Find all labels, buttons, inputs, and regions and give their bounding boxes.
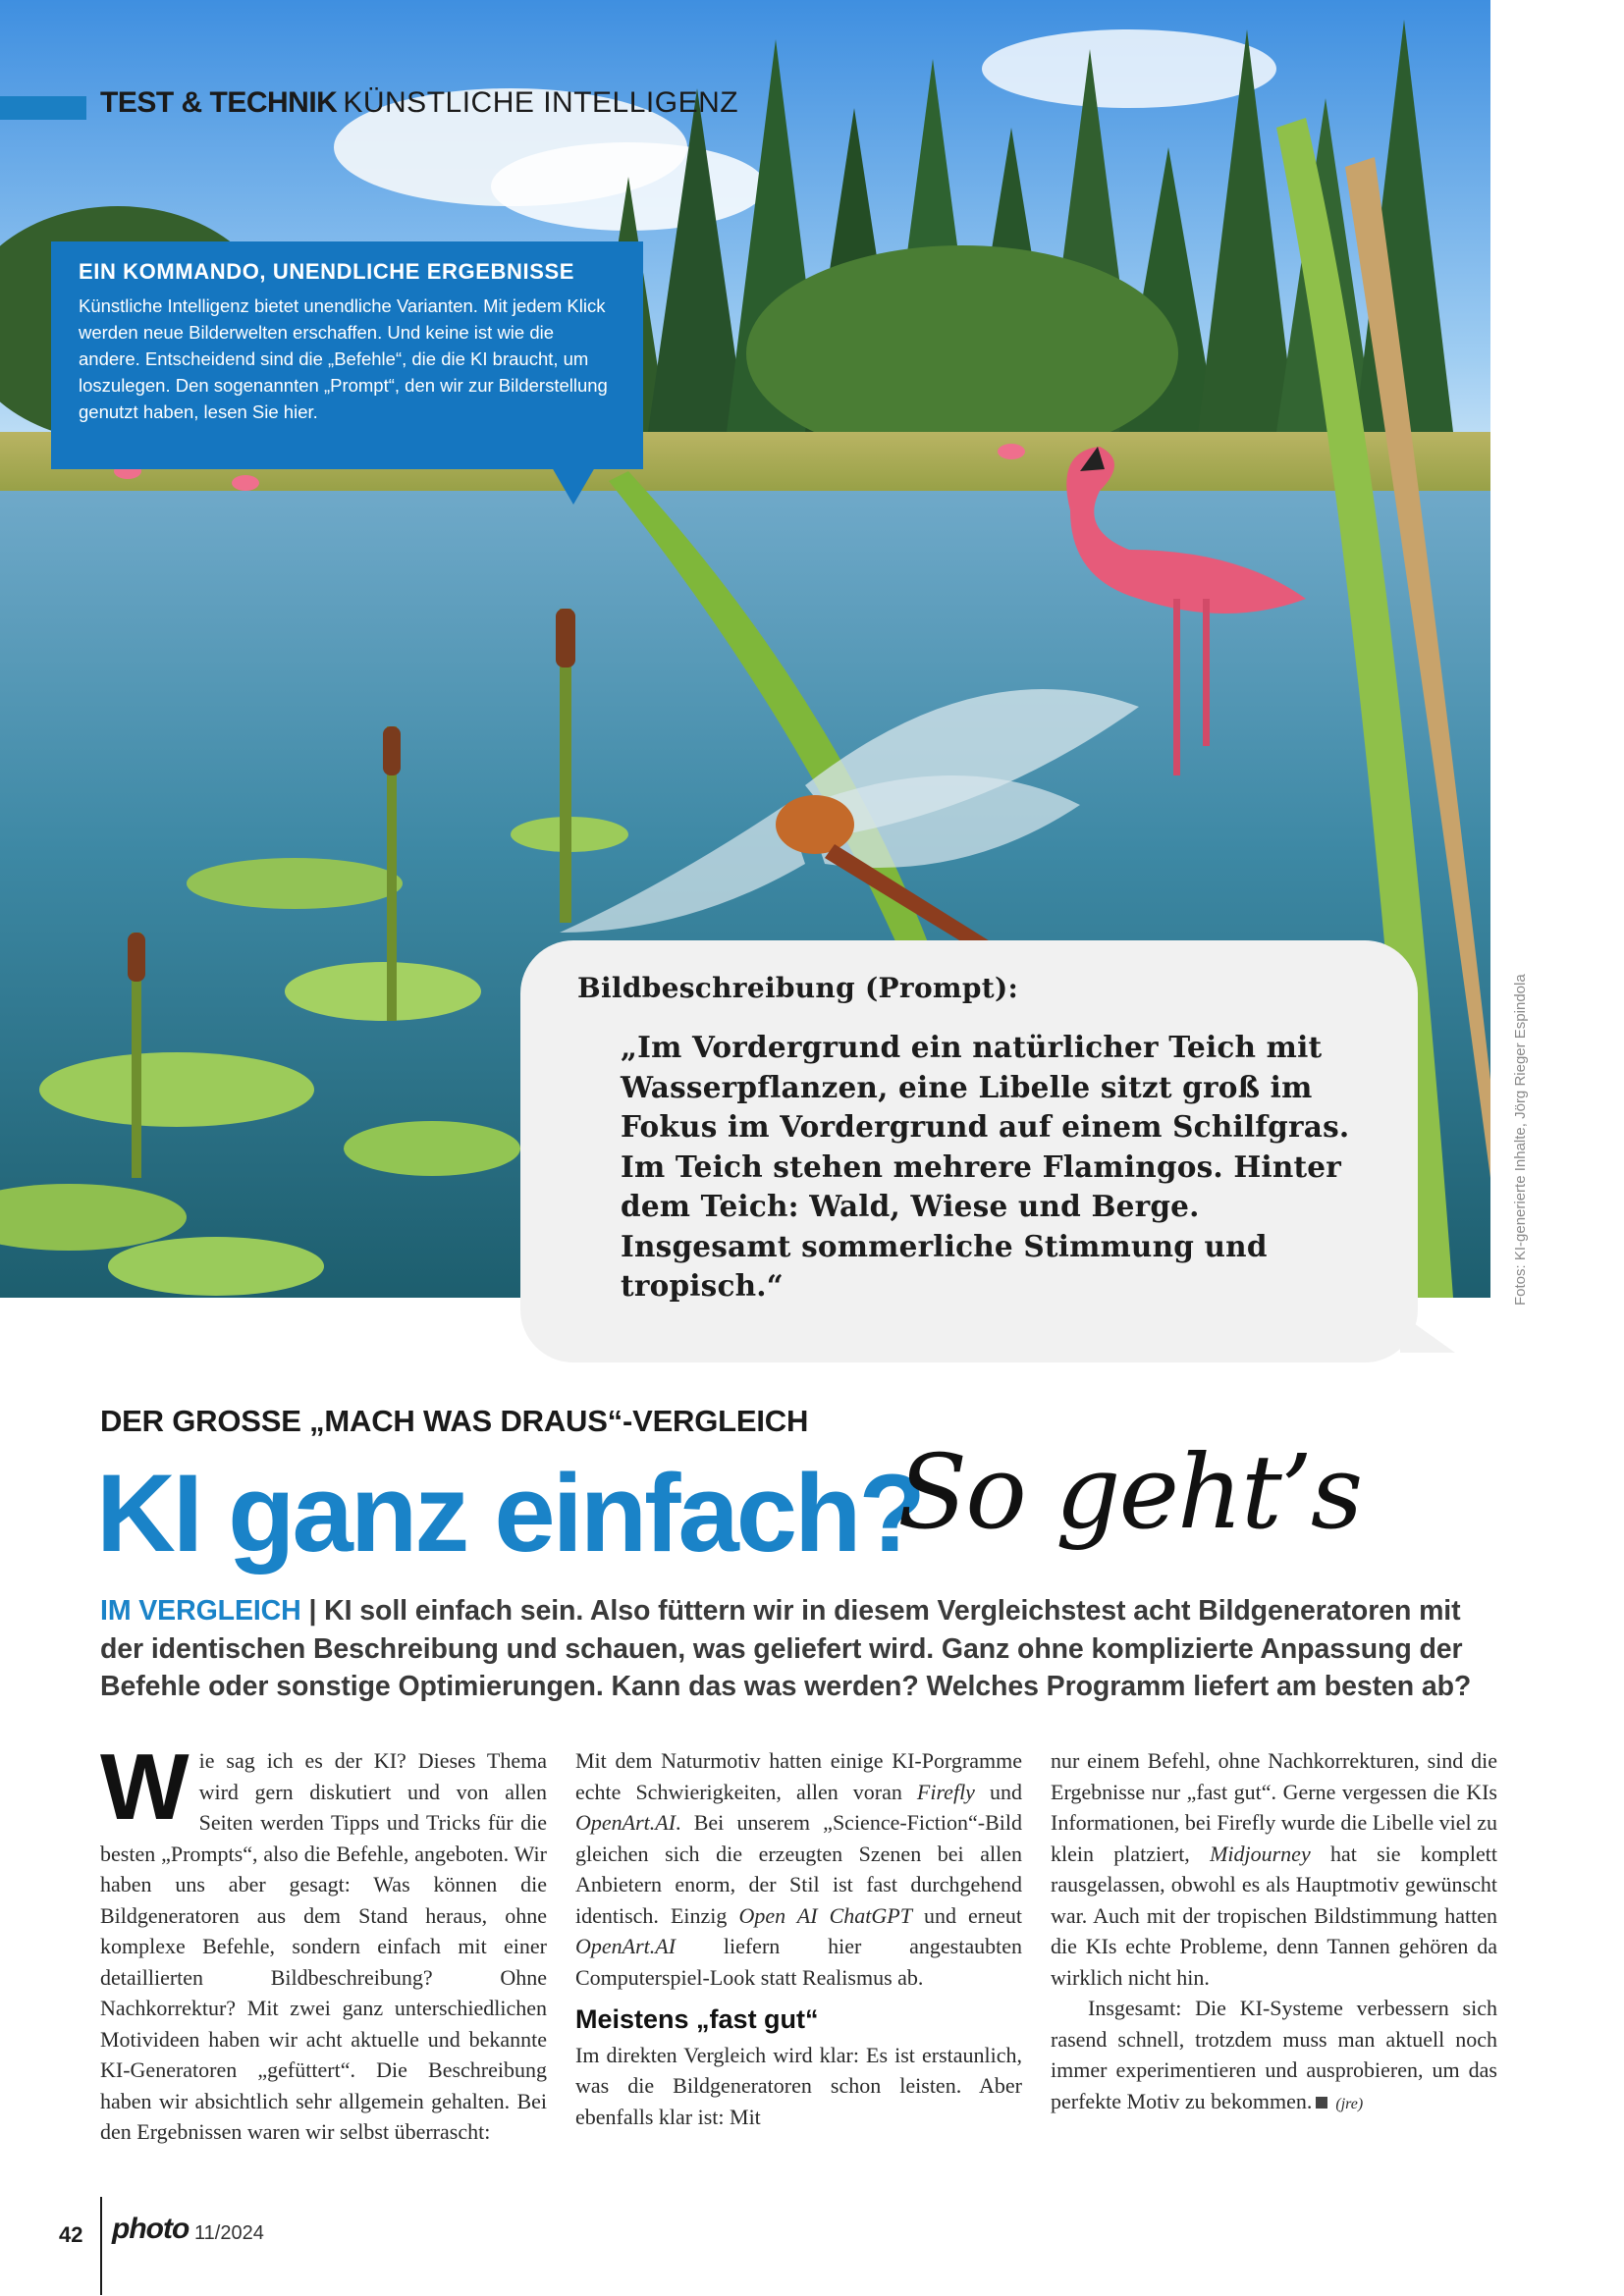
section-accent-bar <box>0 96 86 120</box>
section-topic: KÜNSTLICHE INTELLIGENZ <box>343 86 739 119</box>
article-column-3 <box>1051 1745 1497 2119</box>
column-2-paragraph <box>575 1745 1022 1993</box>
section-label: TEST & TECHNIK <box>100 86 338 119</box>
article-kicker: DER GROSSE „MACH WAS DRAUS“-VERGLEICH <box>100 1404 809 1438</box>
article-headline-script: So geht’s <box>897 1432 1362 1552</box>
product-name: OpenArt.AI <box>575 1810 677 1835</box>
column-3-paragraph-b <box>1051 1993 1497 2119</box>
text-run: Mit dem Naturmotiv hatten einige KI-Porgramme echte Schwierigkeiten, allen voran <box>575 1748 1022 1804</box>
text-run: . Bei unserem „Science-Fiction“-Bild gleichen sich die erzeugten Szenen bei allen Anbietern enorm, der Stil ist fast durchgehend identisch. Einzig <box>575 1810 1022 1928</box>
text-run: und <box>974 1779 1022 1804</box>
footer-divider <box>100 2197 102 2295</box>
page-number: 42 <box>59 2222 83 2247</box>
info-box-title: EIN KOMMANDO, UNENDLICHE ERGEBNISSE <box>79 259 575 284</box>
text-run: und erneut <box>911 1902 1023 1928</box>
article-column-2 <box>575 1745 1022 2132</box>
author-initials: (jre) <box>1335 2095 1364 2112</box>
prompt-text: „Im Vordergrund ein natürlicher Teich mit Wasserpflanzen, eine Libelle sitzt groß im Fokus im Vordergrund auf einem Schilfgras. Im Teich stehen mehrere Flamingos. Hinter dem Teich: Wald, Wiese und Berge. Insgesamt sommerliche Stimmung und tropisch.“ <box>621 1030 1350 1303</box>
info-box <box>51 241 643 469</box>
section-rubric <box>100 86 738 120</box>
article-headline: KI ganz einfach? <box>96 1452 923 1575</box>
column-2-paragraph-b: Im direkten Vergleich wird klar: Es ist erstaunlich, was die Bildgeneratoren schon leisten. Aber ebenfalls klar ist: Mit <box>575 2042 1022 2129</box>
prompt-title: Bildbeschreibung (Prompt): <box>577 972 1019 1004</box>
article-column-1 <box>100 1735 547 2148</box>
end-mark-icon <box>1316 2097 1327 2109</box>
text-run: hat sie komplett rausgelassen, obwohl es als Hauptmotiv gewünscht war. Auch mit der tropischen Bildstimmung hatten die KIs echte Probleme, denn Tannen gehören da wirklich nicht hin. <box>1051 1841 1497 1990</box>
product-name: Midjourney <box>1210 1841 1311 1866</box>
prompt-bubble <box>520 940 1418 1362</box>
product-name: Open AI ChatGPT <box>738 1902 912 1928</box>
column-1-text: ie sag ich es der KI? Dieses Thema wird gern diskutiert und von allen Seiten werden Tipps und Tricks für die besten „Prompts“, also die Befehle, angeboten. Wir haben uns aber gesagt: Was können die Bildgeneratoren aus dem Stand heraus, ohne komplexe Befehle, sondern einfach mit einer detaillierten Bildbeschreibung? Ohne Nachkorrektur? Mit zwei ganz unterschiedlichen Motivideen haben wir acht aktuelle und bekannte KI-Generatoren „gefüttert“. Die Beschreibung haben wir absichtlich sehr allgemein gehalten. Bei den Ergebnissen waren wir selbst überrascht: <box>100 1748 547 2144</box>
text-run: Insgesamt: Die KI-Systeme verbessern sich rasend schnell, trotzdem muss man aktuell noch immer experimentieren und ausprobieren, um das perfekte Motiv zu bekommen. <box>1051 1996 1497 2113</box>
column-3-paragraph <box>1051 1745 1497 1993</box>
text-run: nur einem Befehl, ohne Nachkorrekturen, sind die Ergebnisse nur „fast gut“. Gerne vergessen die KIs Informationen, bei Firefly wurde die Libelle viel zu klein platziert, <box>1051 1748 1497 1866</box>
article-lead <box>100 1592 1485 1706</box>
lead-text: KI soll einfach sein. Also füttern wir in diesem Vergleichstest acht Bildgeneratoren mit der identischen Beschreibung und schauen, was geliefert wird. Ganz ohne komplizierte Anpassung der Befehle oder sonstige Optimierungen. Kann das was werden? Welches Programm liefert am besten ab? <box>100 1595 1472 1702</box>
drop-cap: W <box>100 1735 189 1840</box>
product-name: Firefly <box>916 1779 975 1804</box>
issue-number: 11/2024 <box>194 2222 264 2244</box>
magazine-logo: photo <box>112 2213 189 2245</box>
lead-label: IM VERGLEICH <box>100 1595 301 1627</box>
info-box-text: Künstliche Intelligenz bietet unendliche Varianten. Mit jedem Klick werden neue Bilderwelten erschaffen. Und keine ist wie die andere. Entscheidend sind die „Befehle“, die die KI braucht, um loszulegen. Den sogenannten „Prompt“, den wir zur Bilderstellung genutzt haben, lesen Sie hier. <box>79 295 608 422</box>
photo-credit: Fotos: KI-generierte Inhalte, Jörg Rieger Espindola <box>1512 974 1529 1306</box>
column-2-subhead: Meistens „fast gut“ <box>575 2004 819 2034</box>
text-run: liefern hier angestaubten Computerspiel-Look statt Realismus ab. <box>575 1934 1022 1990</box>
lead-separator: | <box>300 1595 325 1627</box>
product-name: OpenArt.AI <box>575 1934 677 1958</box>
